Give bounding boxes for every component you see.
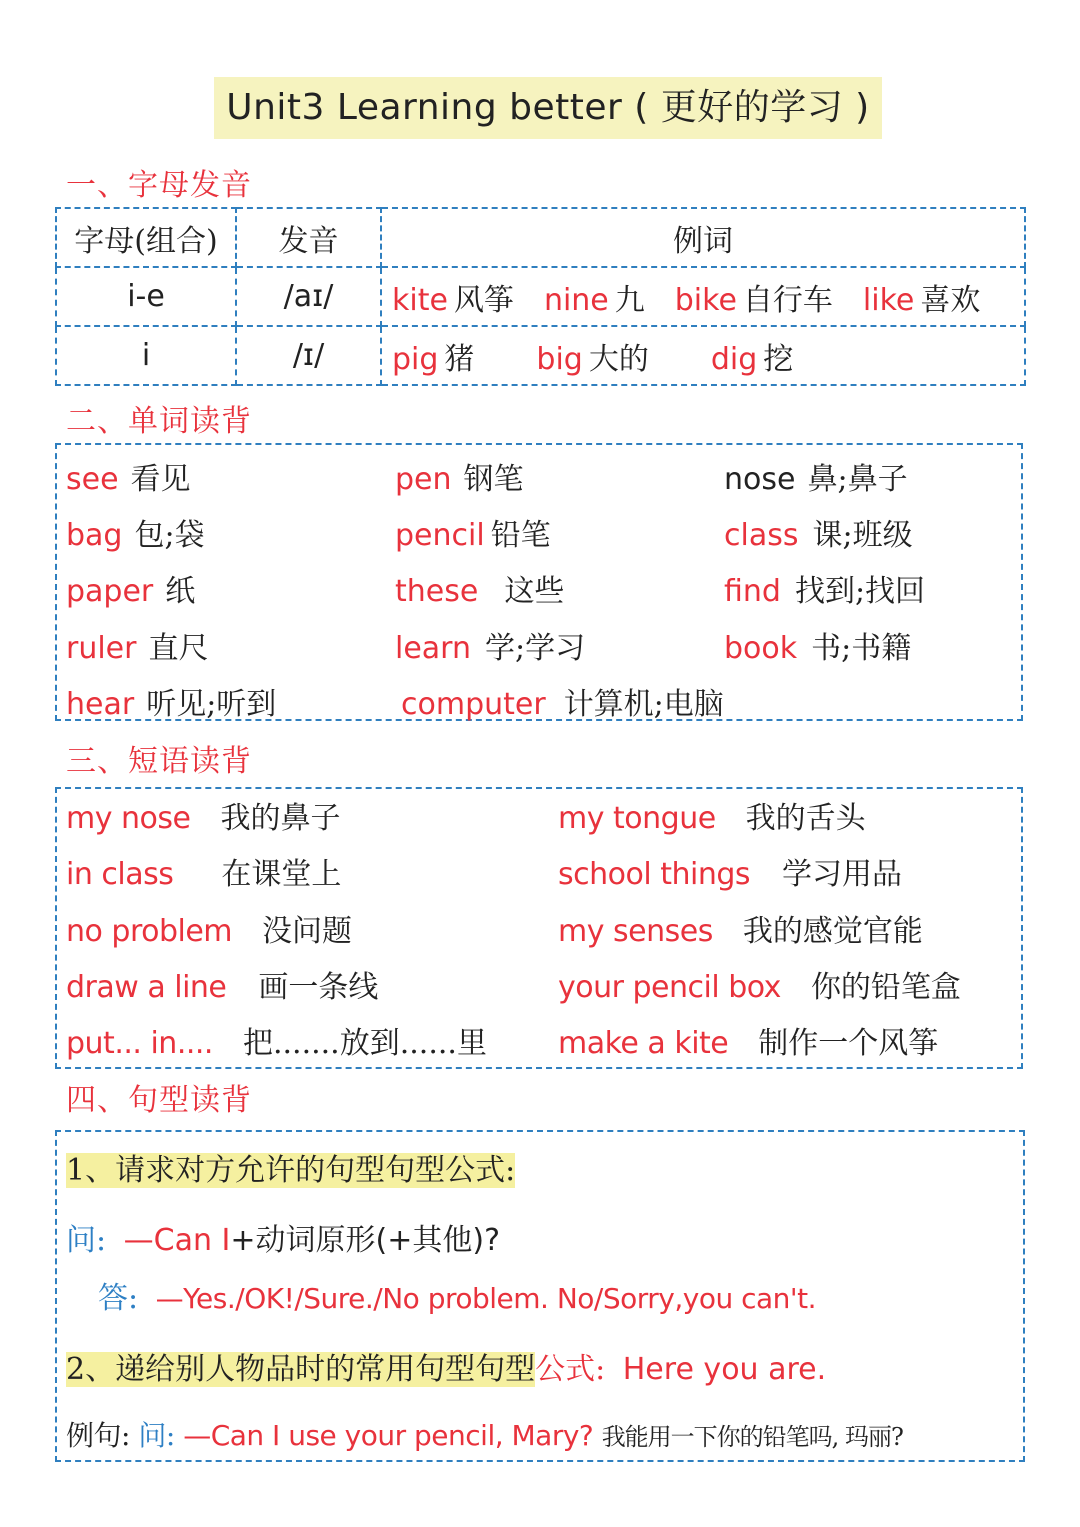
word-chinese: 书;书籍 xyxy=(811,631,912,666)
header-sound: 发音 xyxy=(236,208,381,267)
word-item xyxy=(395,510,551,554)
phrase-chinese: 没问题 xyxy=(262,914,353,949)
sound-cell: /aɪ/ xyxy=(236,267,381,326)
word-chinese: 鼻;鼻子 xyxy=(807,462,908,497)
phrase-chinese: 我的感觉官能 xyxy=(742,914,923,949)
word-chinese: 听见;听到 xyxy=(146,687,277,722)
example-meaning: 挖 xyxy=(763,341,794,377)
phrase-english: put... in.... xyxy=(66,1026,213,1061)
phrase-chinese: 我的鼻子 xyxy=(220,801,341,836)
word-chinese: 铅笔 xyxy=(490,518,551,553)
pattern-2-answer: Here you are. xyxy=(622,1352,827,1387)
phrase-item xyxy=(558,849,902,893)
word-english: book xyxy=(724,631,798,666)
example-meaning: 大的 xyxy=(588,341,649,377)
table-header-row xyxy=(56,208,1025,267)
phrase-item xyxy=(558,1018,938,1062)
phrase-chinese: 你的铅笔盒 xyxy=(810,970,961,1005)
word-english: these xyxy=(395,574,479,609)
table-row xyxy=(56,326,1025,385)
table-row xyxy=(56,267,1025,326)
phrase-english: school things xyxy=(558,857,751,892)
example-word: big xyxy=(536,341,583,377)
examples-cell xyxy=(381,326,1025,385)
word-english: learn xyxy=(395,631,471,666)
word-chinese: 这些 xyxy=(504,574,565,609)
phrase-english: make a kite xyxy=(558,1026,729,1061)
pattern-1-answer xyxy=(98,1273,816,1317)
phrase-chinese: 在课堂上 xyxy=(221,857,342,892)
word-item xyxy=(66,679,276,723)
word-item xyxy=(66,566,195,610)
phrase-chinese: 我的舌头 xyxy=(745,801,866,836)
phrase-item xyxy=(66,849,341,893)
example-meaning: 九 xyxy=(614,282,645,318)
header-examples: 例词 xyxy=(381,208,1025,267)
question-red: —Can I xyxy=(123,1223,231,1258)
word-item xyxy=(66,510,205,554)
word-item xyxy=(395,623,585,667)
question-label: 问: xyxy=(66,1223,107,1258)
word-english: see xyxy=(66,462,119,497)
word-item xyxy=(724,566,925,610)
word-item xyxy=(401,679,724,723)
pattern-2-title-hl: 2、递给别人物品时的常用句型句型 xyxy=(66,1352,536,1387)
section-title-sentences: 四、句型读背 xyxy=(66,1083,252,1118)
example-meaning: 风筝 xyxy=(453,282,514,318)
phrase-item xyxy=(558,793,866,837)
example-meaning: 自行车 xyxy=(742,282,833,318)
example-meaning: 喜欢 xyxy=(920,282,981,318)
sound-cell: /ɪ/ xyxy=(236,326,381,385)
word-item xyxy=(66,454,191,498)
word-english: ruler xyxy=(66,631,137,666)
phrase-item xyxy=(558,906,923,950)
word-chinese: 钢笔 xyxy=(463,462,524,497)
letters-cell: i xyxy=(56,326,236,385)
phrase-english: your pencil box xyxy=(558,970,781,1005)
word-english: pencil xyxy=(395,518,485,553)
phrase-item xyxy=(66,1018,487,1062)
phrase-english: in class xyxy=(66,857,174,892)
word-item xyxy=(724,510,913,554)
phrase-item xyxy=(66,906,352,950)
section-title-phonics: 一、字母发音 xyxy=(66,168,252,203)
examples-cell xyxy=(381,267,1025,326)
word-chinese: 找到;找回 xyxy=(794,574,926,609)
phrase-chinese: 画一条线 xyxy=(258,970,379,1005)
example-word: pig xyxy=(392,341,439,377)
word-item xyxy=(66,623,208,667)
word-item xyxy=(395,454,524,498)
word-chinese: 计算机;电脑 xyxy=(563,687,724,722)
word-english: pen xyxy=(395,462,452,497)
word-item xyxy=(724,454,908,498)
word-item xyxy=(724,623,911,667)
phrase-item xyxy=(66,962,378,1006)
word-english: nose xyxy=(724,462,796,497)
example-word: bike xyxy=(674,282,737,318)
pattern-1-title: 1、请求对方允许的句型句型公式: xyxy=(66,1153,516,1188)
word-item xyxy=(395,566,564,610)
letters-cell: i-e xyxy=(56,267,236,326)
phrase-english: my senses xyxy=(558,914,713,949)
phrase-english: no problem xyxy=(66,914,233,949)
phrase-chinese: 把.......放到......里 xyxy=(242,1026,487,1061)
phrase-item xyxy=(66,793,340,837)
word-chinese: 课;班级 xyxy=(812,518,913,553)
example-meaning: 猪 xyxy=(444,341,475,377)
section-title-phrases: 三、短语读背 xyxy=(66,744,252,779)
phrase-english: my nose xyxy=(66,801,191,836)
word-chinese: 直尺 xyxy=(148,631,209,666)
answer-label: 答: xyxy=(98,1281,139,1316)
answer-text: —Yes./OK!/Sure./No problem. No/Sorry,you can't. xyxy=(155,1282,816,1315)
phonics-table xyxy=(55,207,1026,386)
word-chinese: 学;学习 xyxy=(485,631,586,666)
example-word: like xyxy=(862,282,915,318)
word-english: find xyxy=(724,574,781,609)
phrase-english: my tongue xyxy=(558,801,716,836)
word-english: hear xyxy=(66,687,135,722)
word-chinese: 纸 xyxy=(165,574,196,609)
example-question-text: —Can I use your pencil, Mary? xyxy=(183,1419,594,1452)
pattern-2-title xyxy=(66,1344,826,1388)
example-word: dig xyxy=(710,341,758,377)
word-english: paper xyxy=(66,574,154,609)
example-sentence xyxy=(66,1414,903,1454)
example-label: 例句: xyxy=(66,1419,130,1452)
example-word: nine xyxy=(543,282,609,318)
pattern-1-question xyxy=(66,1215,500,1259)
phrase-english: draw a line xyxy=(66,970,227,1005)
example-question-label: 问: xyxy=(138,1419,175,1452)
phrase-chinese: 制作一个风筝 xyxy=(758,1026,939,1061)
word-english: class xyxy=(724,518,799,553)
page-title: Unit3 Learning better ( 更好的学习 ) xyxy=(214,77,882,139)
word-chinese: 包;袋 xyxy=(134,518,205,553)
example-translation: 我能用一下你的铅笔吗, 玛丽? xyxy=(601,1423,903,1451)
question-rest: +动词原形(+其他)? xyxy=(230,1223,500,1258)
pattern-2-title-rest: 公式: xyxy=(535,1352,606,1387)
word-chinese: 看见 xyxy=(130,462,191,497)
phrase-chinese: 学习用品 xyxy=(782,857,903,892)
word-english: computer xyxy=(401,687,546,722)
section-title-words: 二、单词读背 xyxy=(66,404,252,439)
example-word: kite xyxy=(392,282,448,318)
phrase-item xyxy=(558,962,961,1006)
header-letters: 字母(组合) xyxy=(56,208,236,267)
word-english: bag xyxy=(66,518,123,553)
